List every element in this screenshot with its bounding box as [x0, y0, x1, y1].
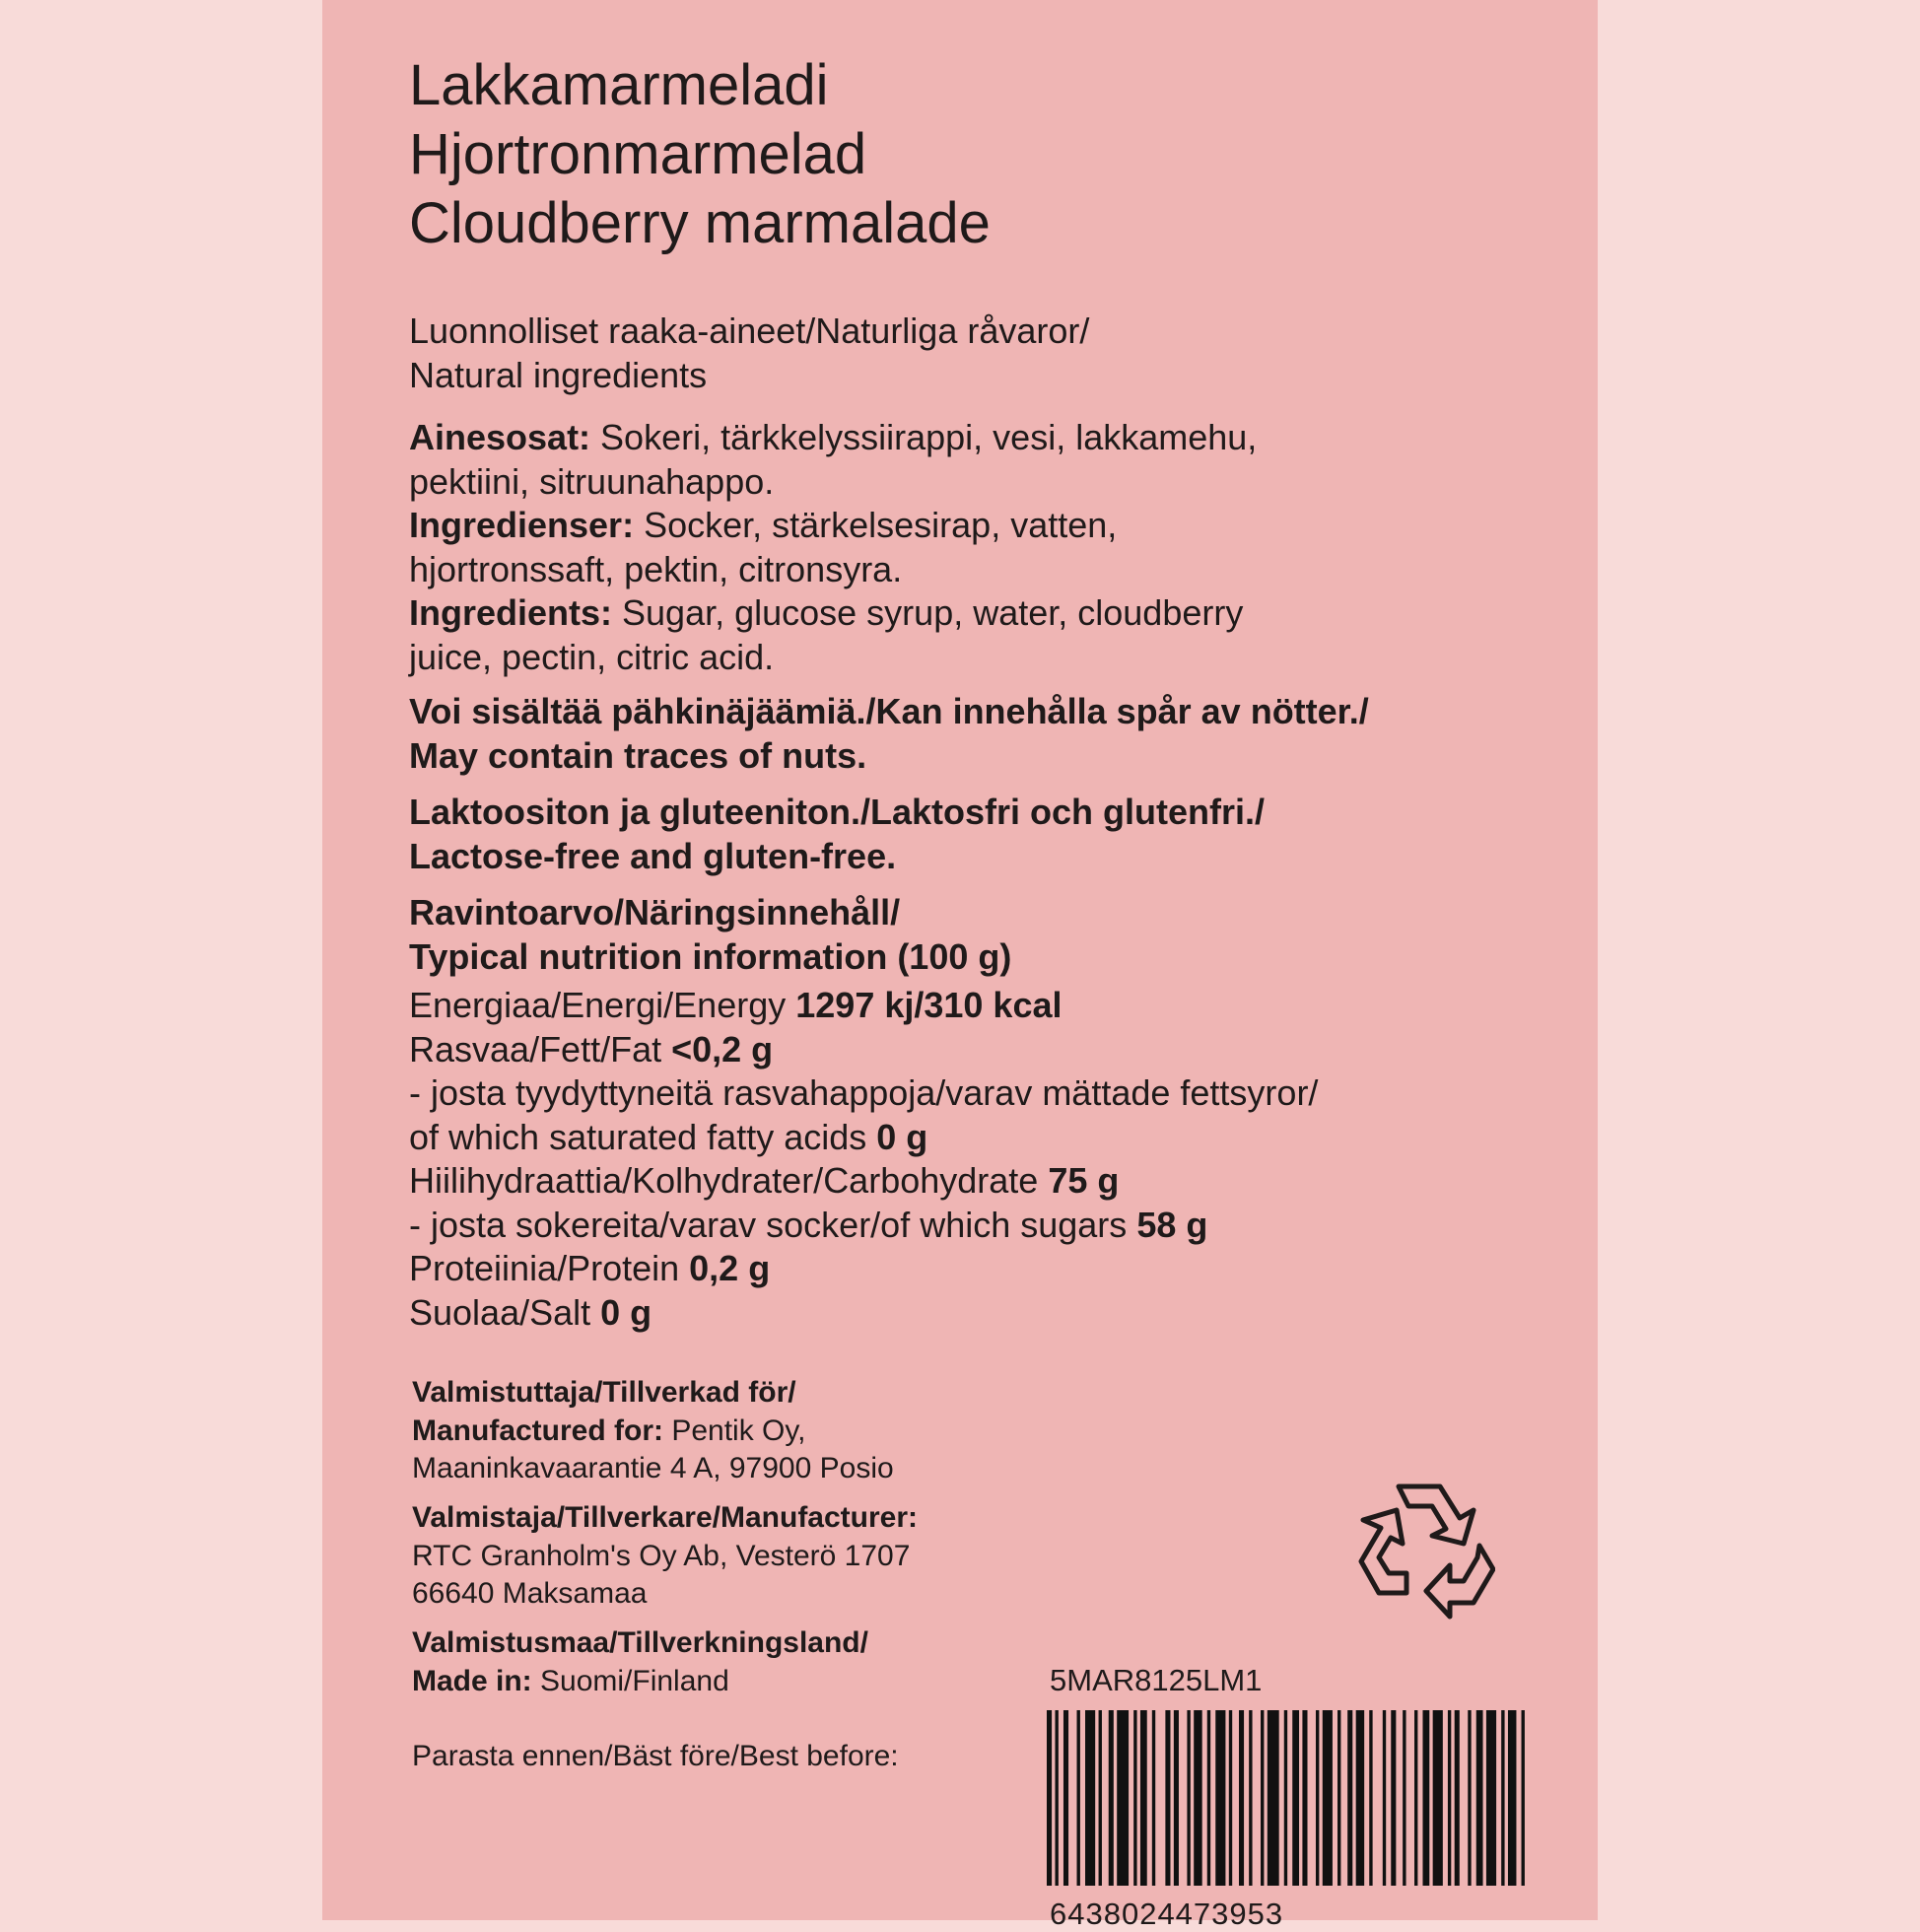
barcode-bar — [1323, 1710, 1333, 1886]
allergen-line-2: May contain traces of nuts. — [409, 734, 867, 776]
protein-value: 0,2 g — [689, 1248, 771, 1288]
title-en: Cloudberry marmalade — [409, 191, 991, 255]
nutrition-energy — [409, 984, 1318, 1028]
manufacturer-label: Valmistaja/Tillverkare/Manufacturer: — [412, 1501, 919, 1534]
manufactured-for — [412, 1374, 894, 1488]
barcode-bar — [1085, 1710, 1095, 1886]
manufacturer-name: RTC Granholm's Oy Ab, Vesterö 1707 — [412, 1539, 911, 1572]
ingredients-sv-text-2: hjortronssaft, pektin, citronsyra. — [409, 548, 903, 589]
origin-value-line — [412, 1663, 868, 1701]
manufacturer-label-line — [412, 1499, 918, 1538]
barcode-bar — [1383, 1710, 1386, 1886]
energy-value: 1297 kj/310 kcal — [795, 985, 1063, 1025]
recycle-icon — [1341, 1475, 1495, 1622]
nutrition-salt — [409, 1291, 1318, 1336]
ingredients-fi-label: Ainesosat: — [409, 417, 591, 457]
satfat-label: of which saturated fatty acids — [409, 1116, 877, 1157]
nutrition-heading-line-1: Ravintoarvo/Näringsinnehåll/ — [409, 892, 901, 932]
origin-label-2: Made in: — [412, 1664, 532, 1697]
carb-label: Hiilihydraattia/Kolhydrater/Carbohydrate — [409, 1160, 1049, 1201]
sugar-label: - josta sokereita/varav socker/of which sugars — [409, 1204, 1137, 1245]
manufactured-for-address: Maaninkavaarantie 4 A, 97900 Posio — [412, 1452, 894, 1484]
barcode-bar — [1302, 1710, 1307, 1886]
manufactured-for-label-1 — [412, 1374, 894, 1413]
nutrition-satfat — [409, 1116, 1318, 1160]
best-before-label: Parasta ennen/Bäst före/Best before: — [412, 1740, 899, 1772]
ean-number: 6438024473953 — [1050, 1897, 1284, 1931]
barcode-bar — [1261, 1710, 1264, 1886]
ingredients-sv-label: Ingredienser: — [409, 505, 635, 545]
ingredients-en-label: Ingredients: — [409, 592, 613, 633]
barcode-bar — [1133, 1710, 1136, 1886]
protein-label: Proteiinia/Protein — [409, 1248, 690, 1288]
manufactured-for-label-2: Manufactured for: — [412, 1414, 663, 1447]
barcode-bar — [1140, 1710, 1147, 1886]
salt-value: 0 g — [600, 1291, 652, 1333]
ingredients-fi-text-2: pektiini, sitruunahappo. — [409, 460, 775, 502]
barcode-bar — [1077, 1710, 1080, 1886]
ingredients-list — [409, 416, 1257, 679]
manufacturer — [412, 1499, 918, 1614]
nutrition-sugars — [409, 1204, 1318, 1248]
barcode-bar — [1422, 1710, 1429, 1886]
barcode-bar — [1215, 1710, 1225, 1886]
barcode-bar — [1165, 1710, 1170, 1886]
batch-code: 5MAR8125LM1 — [1050, 1663, 1263, 1697]
product-title — [409, 51, 991, 258]
natural-line-1: Luonnolliset raaka-aineet/Naturliga råvaror/ — [409, 310, 1090, 351]
barcode-bar — [1152, 1710, 1155, 1886]
barcode-bar — [1448, 1710, 1451, 1886]
barcode-bar — [1194, 1710, 1201, 1886]
barcode-bar — [1508, 1710, 1516, 1886]
nutrition-table — [409, 984, 1318, 1335]
barcode-bar — [1522, 1710, 1525, 1886]
ingredients-fi — [409, 416, 1257, 460]
satfat-value: 0 g — [876, 1116, 928, 1157]
barcode-bar — [1356, 1710, 1364, 1886]
natural-line-2: Natural ingredients — [409, 354, 708, 395]
sugar-value: 58 g — [1136, 1204, 1208, 1245]
allergen-line-1: Voi sisältää pähkinäjäämiä./Kan innehålla spår av nötter./ — [409, 691, 1369, 731]
nutrition-fat — [409, 1028, 1318, 1072]
barcode-bar — [1455, 1710, 1460, 1886]
ingredients-en-text-2: juice, pectin, citric acid. — [409, 636, 775, 677]
barcode-bar — [1468, 1710, 1471, 1886]
barcode-bar — [1316, 1710, 1319, 1886]
barcode-bar — [1063, 1710, 1068, 1886]
manufacturer-address: 66640 Maksamaa — [412, 1577, 648, 1610]
barcode-bar — [1099, 1710, 1102, 1886]
nutrition-protein — [409, 1247, 1318, 1291]
title-sv: Hjortronmarmelad — [409, 122, 867, 186]
nutrition-heading — [409, 891, 1011, 979]
nutrition-carbohydrate — [409, 1159, 1318, 1204]
allergen-warning — [409, 690, 1369, 778]
barcode-bar — [1174, 1710, 1179, 1886]
natural-ingredients — [409, 310, 1089, 397]
barcode — [1047, 1710, 1530, 1886]
barcode-bar — [1486, 1710, 1496, 1886]
nutrition-satfat-line-1: - josta tyydyttyneitä rasvahappoja/varav mättade fettsyror/ — [409, 1072, 1319, 1113]
ingredients-sv — [409, 504, 1257, 548]
barcode-bar — [1229, 1710, 1232, 1886]
ingredients-en-text: Sugar, glucose syrup, water, cloudberry — [612, 592, 1244, 633]
manufactured-for-label-1-text: Valmistuttaja/Tillverkad för/ — [412, 1376, 796, 1409]
barcode-bar — [1187, 1710, 1190, 1886]
origin-value: Suomi/Finland — [531, 1664, 729, 1697]
origin-label-1: Valmistusmaa/Tillverkningsland/ — [412, 1626, 868, 1659]
best-before — [412, 1738, 899, 1776]
fat-label: Rasvaa/Fett/Fat — [409, 1028, 672, 1070]
free-from-line-1: Laktoositon ja gluteeniton./Laktosfri och glutenfri./ — [409, 792, 1266, 832]
barcode-bar — [1347, 1710, 1352, 1886]
manufactured-for-name: Pentik Oy, — [663, 1414, 806, 1447]
barcode-bar — [1414, 1710, 1417, 1886]
barcode-bar — [1055, 1710, 1058, 1886]
barcode-bar — [1239, 1710, 1244, 1886]
manufactured-for-name-line — [412, 1413, 894, 1451]
ingredients-sv-text: Socker, stärkelsesirap, vatten, — [634, 505, 1118, 545]
barcode-bar — [1476, 1710, 1483, 1886]
ingredients-fi-text: Sokeri, tärkkelyssiirappi, vesi, lakkamehu, — [590, 417, 1258, 457]
free-from-line-2: Lactose-free and gluten-free. — [409, 835, 897, 876]
salt-label: Suolaa/Salt — [409, 1291, 601, 1333]
barcode-bar — [1207, 1710, 1210, 1886]
origin-label-line — [412, 1624, 868, 1663]
barcode-bar — [1433, 1710, 1443, 1886]
barcode-bar — [1249, 1710, 1252, 1886]
nutrition-heading-line-2: Typical nutrition information (100 g) — [409, 935, 1012, 977]
barcode-bar — [1292, 1710, 1299, 1886]
fat-value: <0,2 g — [671, 1028, 774, 1070]
title-fi: Lakkamarmeladi — [409, 53, 829, 117]
free-from-statement — [409, 791, 1265, 878]
carb-value: 75 g — [1048, 1160, 1120, 1201]
country-of-origin — [412, 1624, 868, 1700]
barcode-bar — [1109, 1710, 1114, 1886]
energy-label: Energiaa/Energi/Energy — [409, 985, 796, 1025]
barcode-bar — [1501, 1710, 1504, 1886]
ingredients-en — [409, 591, 1257, 636]
barcode-bar — [1369, 1710, 1372, 1886]
barcode-bar — [1117, 1710, 1129, 1886]
barcode-bar — [1403, 1710, 1406, 1886]
barcode-bar — [1268, 1710, 1279, 1886]
barcode-bar — [1391, 1710, 1396, 1886]
barcode-bar — [1047, 1710, 1052, 1886]
barcode-bar — [1284, 1710, 1287, 1886]
barcode-bar — [1337, 1710, 1340, 1886]
